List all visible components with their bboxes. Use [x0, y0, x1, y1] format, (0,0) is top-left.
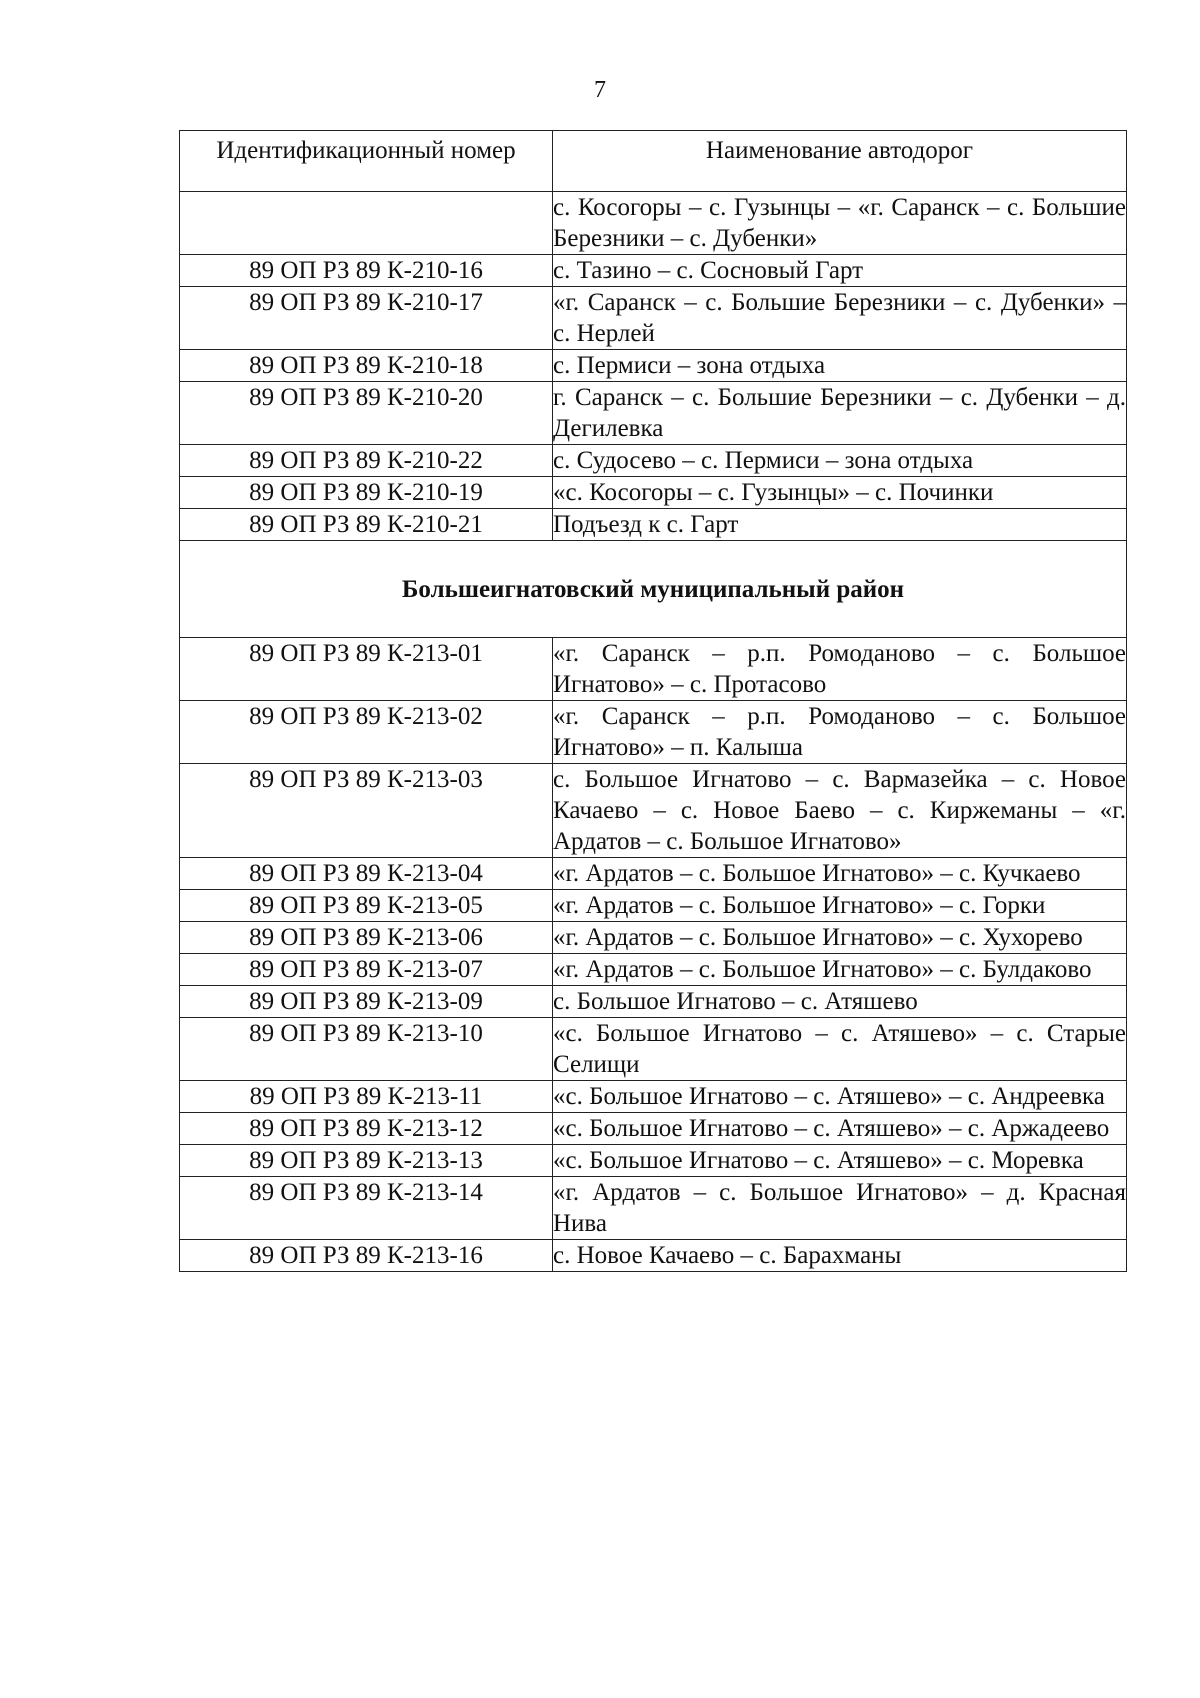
table-row: [180, 764, 1127, 858]
table-row: [180, 445, 1127, 477]
road-name-cell: «г. Ардатов – с. Большое Игнатово» – с. Кучкаево: [553, 858, 1127, 890]
road-id-cell: 89 ОП РЗ 89 К-213-03: [180, 764, 553, 858]
road-id-cell: 89 ОП РЗ 89 К-210-19: [180, 477, 553, 509]
page-number: 7: [594, 77, 606, 103]
table-row: [180, 287, 1127, 350]
table-row: [180, 382, 1127, 445]
road-name-cell: с. Тазино – с. Сосновый Гарт: [553, 255, 1127, 287]
road-id-cell: 89 ОП РЗ 89 К-213-01: [180, 638, 553, 701]
table-row: [180, 1018, 1127, 1081]
road-name-cell: с. Косогоры – с. Гузынцы – «г. Саранск – с. Большие Березники – с. Дубенки»: [553, 192, 1127, 255]
table-row: [180, 701, 1127, 764]
road-name-cell: «г. Саранск – р.п. Ромоданово – с. Большое Игнатово» – с. Протасово: [553, 638, 1127, 701]
table-row: [180, 1113, 1127, 1145]
road-id-cell: 89 ОП РЗ 89 К-210-17: [180, 287, 553, 350]
road-name-cell: с. Судосево – с. Пермиси – зона отдыха: [553, 445, 1127, 477]
road-id-cell: 89 ОП РЗ 89 К-210-20: [180, 382, 553, 445]
road-name-cell: «с. Большое Игнатово – с. Атяшево» – с. Андреевка: [553, 1081, 1127, 1113]
section-row: [180, 541, 1127, 638]
table-row: [180, 1177, 1127, 1240]
road-name-cell: «с. Большое Игнатово – с. Атяшево» – с. Аржадеево: [553, 1113, 1127, 1145]
roads-table: [179, 130, 1127, 1272]
header-road-name: Наименование автодорог: [553, 131, 1127, 192]
road-name-cell: «с. Большое Игнатово – с. Атяшево» – с. Моревка: [553, 1145, 1127, 1177]
table-row: [180, 954, 1127, 986]
table-row: [180, 350, 1127, 382]
road-id-cell: 89 ОП РЗ 89 К-213-13: [180, 1145, 553, 1177]
road-name-cell: «с. Косогоры – с. Гузынцы» – с. Починки: [553, 477, 1127, 509]
table-row: [180, 638, 1127, 701]
header-id-number: Идентификационный номер: [180, 131, 553, 192]
table-header-row: [180, 131, 1127, 192]
road-name-cell: Подъезд к с. Гарт: [553, 509, 1127, 541]
road-name-cell: с. Большое Игнатово – с. Атяшево: [553, 986, 1127, 1018]
table-row: [180, 858, 1127, 890]
table-row: [180, 922, 1127, 954]
table-body-top: [180, 192, 1127, 541]
road-id-cell: 89 ОП РЗ 89 К-213-04: [180, 858, 553, 890]
table-row: [180, 1240, 1127, 1272]
road-name-cell: с. Большое Игнатово – с. Вармазейка – с. Новое Качаево – с. Новое Баево – с. Киржеманы – «г. Ардатов – с. Большое Игнатово»: [553, 764, 1127, 858]
road-id-cell: 89 ОП РЗ 89 К-210-21: [180, 509, 553, 541]
road-id-cell: 89 ОП РЗ 89 К-213-06: [180, 922, 553, 954]
road-name-cell: с. Новое Качаево – с. Барахманы: [553, 1240, 1127, 1272]
road-name-cell: «г. Ардатов – с. Большое Игнатово» – с. Горки: [553, 890, 1127, 922]
table-section: [180, 541, 1127, 638]
road-id-cell: 89 ОП РЗ 89 К-210-22: [180, 445, 553, 477]
table-row: [180, 477, 1127, 509]
road-id-cell: 89 ОП РЗ 89 К-210-16: [180, 255, 553, 287]
road-id-cell: 89 ОП РЗ 89 К-213-14: [180, 1177, 553, 1240]
table-row: [180, 986, 1127, 1018]
road-id-cell: 89 ОП РЗ 89 К-213-10: [180, 1018, 553, 1081]
section-title: Большеигнатовский муниципальный район: [180, 541, 1127, 638]
road-name-cell: с. Пермиси – зона отдыха: [553, 350, 1127, 382]
road-name-cell: «г. Ардатов – с. Большое Игнатово» – д. Красная Нива: [553, 1177, 1127, 1240]
table-row: [180, 890, 1127, 922]
table-row: [180, 192, 1127, 255]
road-id-cell: 89 ОП РЗ 89 К-213-16: [180, 1240, 553, 1272]
road-name-cell: г. Саранск – с. Большие Березники – с. Дубенки – д. Дегилевка: [553, 382, 1127, 445]
road-id-cell: 89 ОП РЗ 89 К-213-05: [180, 890, 553, 922]
road-id-cell: 89 ОП РЗ 89 К-213-11: [180, 1081, 553, 1113]
road-name-cell: «г. Саранск – с. Большие Березники – с. Дубенки» – с. Нерлей: [553, 287, 1127, 350]
table-row: [180, 1081, 1127, 1113]
road-id-cell: 89 ОП РЗ 89 К-213-07: [180, 954, 553, 986]
table-row: [180, 255, 1127, 287]
road-id-cell: 89 ОП РЗ 89 К-213-12: [180, 1113, 553, 1145]
table-row: [180, 1145, 1127, 1177]
road-name-cell: «г. Ардатов – с. Большое Игнатово» – с. Хухорево: [553, 922, 1127, 954]
road-id-cell: 89 ОП РЗ 89 К-213-09: [180, 986, 553, 1018]
road-id-cell: 89 ОП РЗ 89 К-210-18: [180, 350, 553, 382]
road-name-cell: «с. Большое Игнатово – с. Атяшево» – с. Старые Селищи: [553, 1018, 1127, 1081]
table-row: [180, 509, 1127, 541]
road-id-cell: 89 ОП РЗ 89 К-213-02: [180, 701, 553, 764]
road-id-cell: [180, 192, 553, 255]
road-name-cell: «г. Саранск – р.п. Ромоданово – с. Большое Игнатово» – п. Калыша: [553, 701, 1127, 764]
road-name-cell: «г. Ардатов – с. Большое Игнатово» – с. Булдаково: [553, 954, 1127, 986]
table-body-bottom: [180, 638, 1127, 1272]
